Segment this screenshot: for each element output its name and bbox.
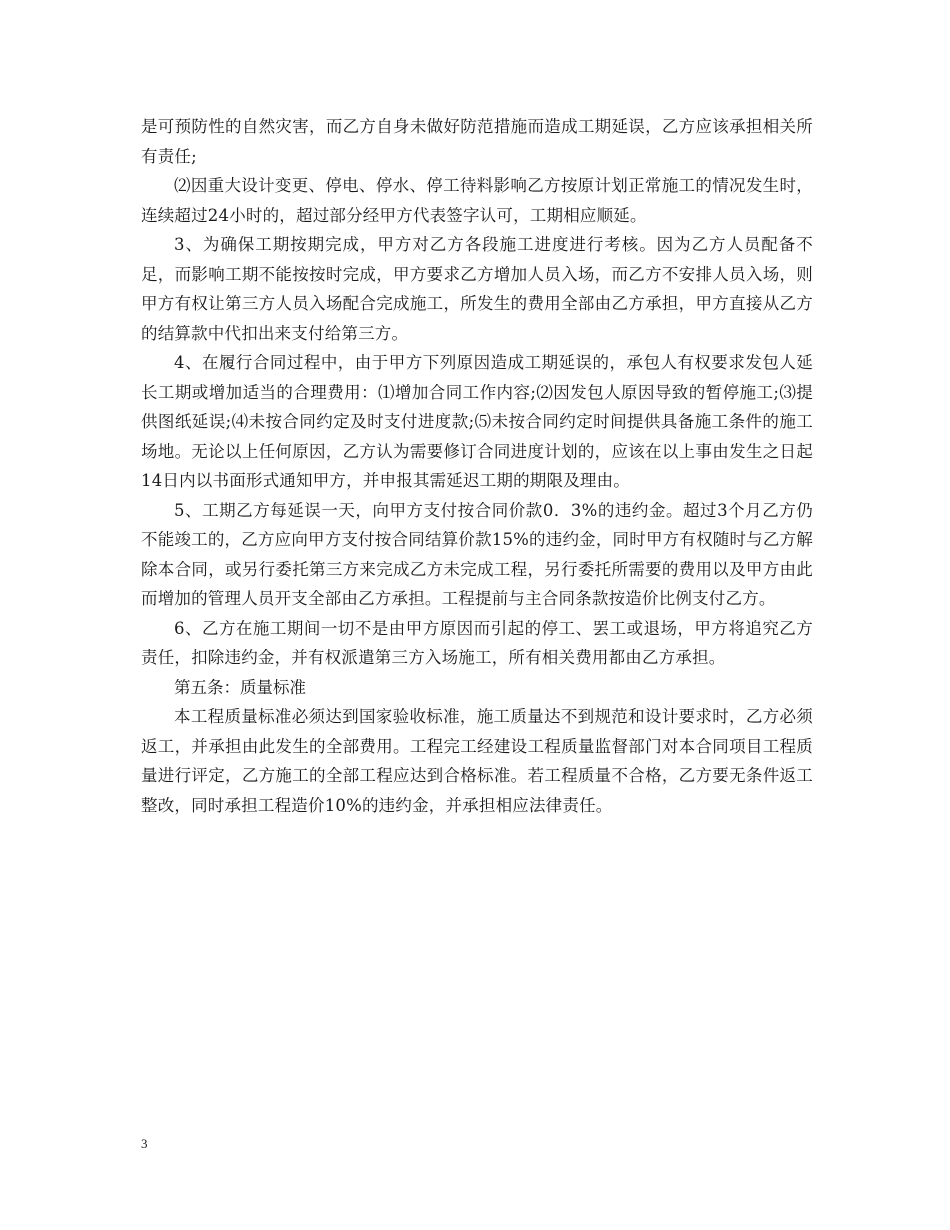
- page-number: 3: [141, 1136, 148, 1151]
- paragraph-clause-2: ⑵因重大设计变更、停电、停水、停工待料影响乙方按原计划正常施工的情况发生时，连续超过24小时的，超过部分经甲方代表签字认可，工期相应顺延。: [141, 176, 813, 225]
- paragraph-item-3: 3、为确保工期按期完成，甲方对乙方各段施工进度进行考核。因为乙方人员配备不足，而影响工期不能按按时完成，甲方要求乙方增加人员入场，而乙方不安排人员入场，则甲方有权让第三方人员入场配合完成施工，所发生的费用全部由乙方承担，甲方直接从乙方的结算款中代扣出来支付给第三方。: [141, 235, 813, 343]
- paragraph-quality-standard: 本工程质量标准必须达到国家验收标准，施工质量达不到规范和设计要求时，乙方必须返工，并承担由此发生的全部费用。工程完工经建设工程质量监督部门对本合同项目工程质量进行评定，乙方施工的全部工程应达到合格标准。若工程质量不合格，乙方要无条件返工整改，同时承担工程造价10%的违约金，并承担相应法律责任。: [141, 707, 813, 815]
- document-body: [141, 112, 813, 820]
- section-heading: 第五条：质量标准: [174, 677, 306, 697]
- paragraph-item-4: 4、在履行合同过程中，由于甲方下列原因造成工期延误的，承包人有权要求发包人延长工期或增加适当的合理费用：⑴增加合同工作内容;⑵因发包人原因导致的暂停施工;⑶提供图纸延误;⑷未按合同约定及时支付进度款;⑸未按合同约定时间提供具备施工条件的施工场地。无论以上任何原因，乙方认为需要修订合同进度计划的，应该在以上事由发生之日起14日内以书面形式通知甲方，并申报其需延迟工期的期限及理由。: [141, 353, 813, 490]
- paragraph-item-6: 6、乙方在施工期间一切不是由甲方原因而引起的停工、罢工或退场，甲方将追究乙方责任，扣除违约金，并有权派遣第三方入场施工，所有相关费用都由乙方承担。: [141, 618, 813, 667]
- paragraph-item-5: 5、工期乙方每延误一天，向甲方支付按合同价款0．3%的违约金。超过3个月乙方仍不能竣工的，乙方应向甲方支付按合同结算价款15%的违约金，同时甲方有权随时与乙方解除本合同，或另行委托第三方来完成乙方未完成工程，另行委托所需要的费用以及甲方由此而增加的管理人员开支全部由乙方承担。工程提前与主合同条款按造价比例支付乙方。: [141, 500, 813, 608]
- paragraph-continuation: 是可预防性的自然灾害，而乙方自身未做好防范措施而造成工期延误，乙方应该承担相关所有责任;: [141, 117, 813, 166]
